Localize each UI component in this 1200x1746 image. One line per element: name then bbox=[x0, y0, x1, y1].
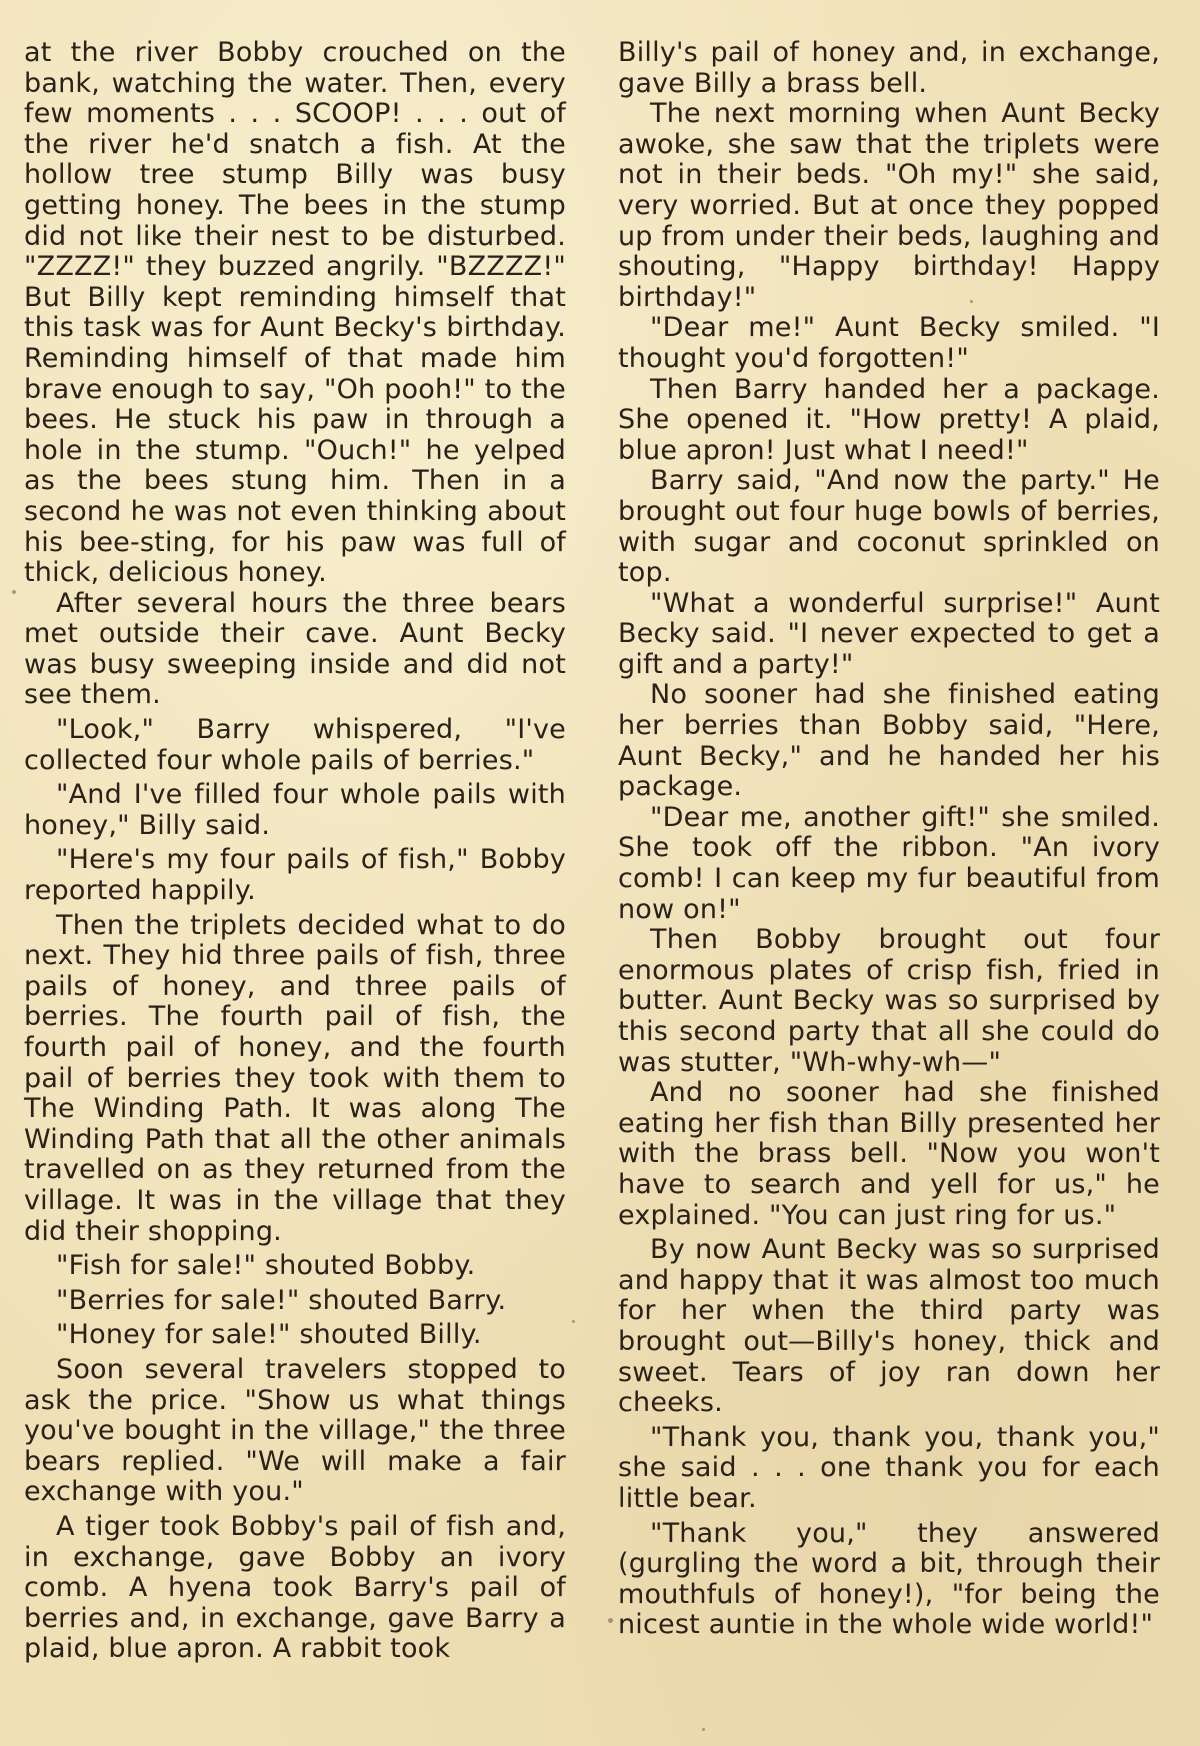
paragraph: Then the triplets decided what to do next. They hid three pails of fish, three pails of honey, and three pails of berries. The fourth pail of fish, the fourth pail of honey, and the fourth pail of berries they took with them to The Winding Path. It was along The Winding Path that all the other animals travelled on as they returned from the village. It was in the village that they did their shopping. bbox=[24, 909, 566, 1247]
right-text-column bbox=[618, 38, 1160, 1641]
paragraph: By now Aunt Becky was so surprised and happy that it was almost too much for her when the third party was brought out—Billy's honey, thick and sweet. Tears of joy ran down her cheeks. bbox=[618, 1234, 1160, 1419]
paragraph: "Here's my four pails of fish," Bobby reported happily. bbox=[24, 844, 566, 907]
paragraph: Billy's pail of honey and, in exchange, gave Billy a brass bell. bbox=[618, 37, 1160, 99]
paragraph: "Fish for sale!" shouted Bobby. bbox=[56, 1250, 476, 1282]
paragraph: "Berries for sale!" shouted Barry. bbox=[56, 1284, 507, 1316]
paragraph: at the river Bobby crouched on the bank, watching the water. Then, every few moments . . . SCOOP! . . . out of the river he'd snatch a fish. At the hollow tree stump Billy was busy getting honey. The bees in the stump did not like their nest to be disturbed. "ZZZZ!" they buzzed angrily. "BZZZZ!" But Billy kept reminding himself that this task was for Aunt Becky's birthday. Reminding himself of that made him brave enough to say, "Oh pooh!" to the bees. He stuck his paw in through a hole in the stump. "Ouch!" he yelped as the bees stung him. Then in a second he was not even thinking about his bee-sting, for his paw was full of thick, delicious honey. bbox=[24, 37, 566, 589]
paragraph: "Look," Barry whispered, "I've collected four whole pails of berries." bbox=[24, 714, 566, 776]
paragraph: And no sooner had she finished eating her fish than Billy presented her with the brass bell. "Now you won't have to search and yell for us," he explained. "You can just ring for us." bbox=[618, 1077, 1160, 1231]
left-text-column bbox=[24, 38, 566, 1665]
paragraph: Then Barry handed her a package. She opened it. "How pretty! A plaid, blue apron! Just what I need!" bbox=[618, 373, 1160, 466]
paragraph: A tiger took Bobby's pail of fish and, in exchange, gave Bobby an ivory comb. A hyena took Barry's pail of berries and, in exchange, gave Barry a plaid, blue apron. A rabbit took bbox=[24, 1510, 566, 1665]
paragraph: "And I've filled four whole pails with honey," Billy said. bbox=[24, 779, 566, 841]
print-speck bbox=[12, 590, 16, 594]
paragraph: "Thank you, thank you, thank you," she said . . . one thank you for each little bear. bbox=[618, 1421, 1160, 1514]
paragraph: Barry said, "And now the party." He brought out four huge bowls of berries, with sugar and coconut sprinkled on top. bbox=[618, 465, 1160, 589]
print-speck bbox=[702, 1728, 705, 1731]
paragraph: "What a wonderful surprise!" Aunt Becky said. "I never expected to get a gift and a party!" bbox=[618, 587, 1160, 680]
paragraph: Soon several travelers stopped to ask the price. "Show us what things you've bought in the village," the three bears replied. "We will make a fair exchange with you." bbox=[24, 1353, 566, 1508]
print-speck bbox=[572, 1320, 575, 1323]
print-speck bbox=[608, 1618, 613, 1623]
paragraph: The next morning when Aunt Becky awoke, she saw that the triplets were not in their beds. "Oh my!" she said, very worried. But at once they popped up from under their beds, laughing and shouting, "Happy birthday! Happy birthday!" bbox=[618, 98, 1160, 313]
paragraph: After several hours the three bears met outside their cave. Aunt Becky was busy sweeping inside and did not see them. bbox=[24, 587, 566, 711]
paragraph: "Thank you," they answered (gurgling the word a bit, through their mouthfuls of honey!), "for being the nicest auntie in the whole wide world!" bbox=[618, 1517, 1160, 1641]
paragraph: "Dear me, another gift!" she smiled. She took off the ribbon. "An ivory comb! I can keep my fur beautiful from now on!" bbox=[618, 801, 1160, 925]
paragraph: No sooner had she finished eating her berries than Bobby said, "Here, Aunt Becky," and he handed her his package. bbox=[618, 679, 1160, 803]
print-speck bbox=[970, 300, 973, 303]
paragraph: "Honey for sale!" shouted Billy. bbox=[56, 1319, 482, 1351]
paragraph: Then Bobby brought out four enormous plates of crisp fish, fried in butter. Aunt Becky was so surprised by this second party that all she could do was stutter, "Wh-why-wh—" bbox=[618, 924, 1160, 1078]
paragraph: "Dear me!" Aunt Becky smiled. "I thought you'd forgotten!" bbox=[618, 312, 1160, 374]
